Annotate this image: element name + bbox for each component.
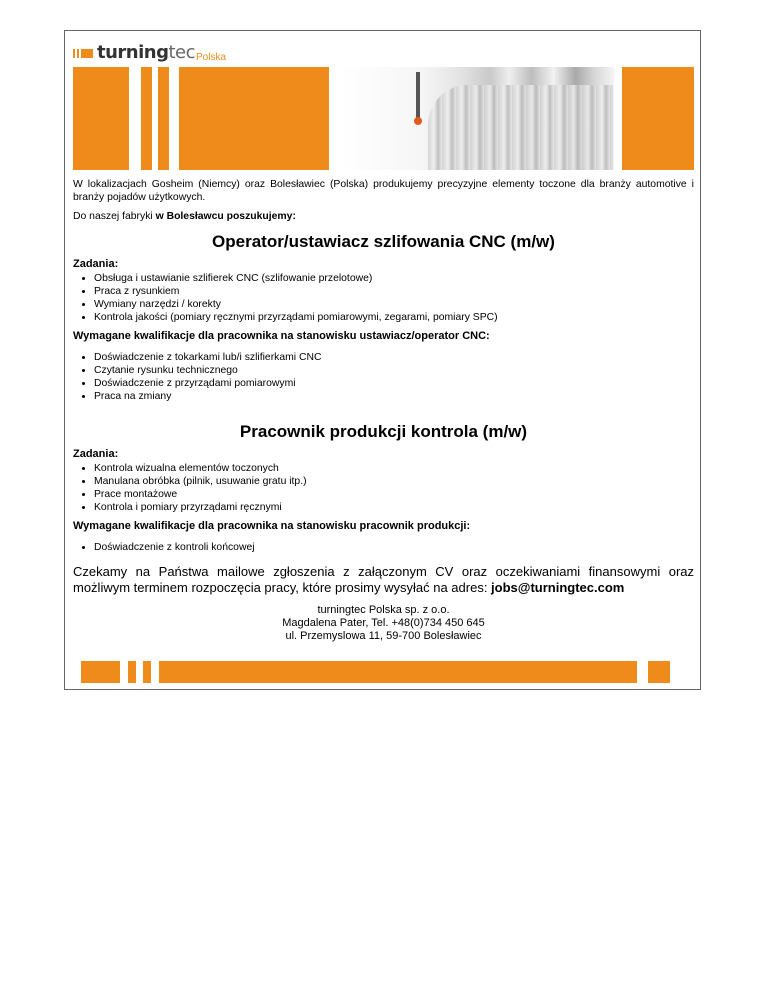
list-item: • Doświadczenie z tokarkami lub/i szlifierkami CNC — [94, 351, 694, 364]
list-item: • Kontrola i pomiary przyrządami ręcznymi — [94, 501, 694, 514]
job1-title: Operator/ustawiacz szlifowania CNC (m/w) — [212, 232, 555, 251]
list-item: • Praca na zmiany — [94, 390, 694, 403]
company-name: turningtec Polska sp. z o.o. — [317, 604, 450, 616]
job1-tasks-list — [73, 272, 694, 324]
intro-search: Do naszej fabryki w Bolesławcu poszukujemy: — [73, 211, 296, 222]
list-item: • Manulana obróbka (pilnik, usuwanie gratu itp.) — [94, 475, 694, 488]
list-item: • Obsługa i ustawianie szlifierek CNC (szlifowanie przelotowe) — [94, 272, 694, 285]
job-ad-frame — [64, 30, 701, 690]
list-item: • Praca z rysunkiem — [94, 285, 694, 298]
intro-text: W lokalizacjach Gosheim (Niemcy) oraz Bolesławiec (Polska) produkujemy precyzyjne elementy toczone dla branży automotive i branży pojadów użytkowych. — [73, 179, 694, 203]
job2-title: Pracownik produkcji kontrola (m/w) — [239, 422, 528, 441]
header-banner — [73, 67, 694, 170]
turned-part-image — [428, 85, 613, 170]
list-item: • Wymiany narzędzi / korekty — [94, 298, 694, 311]
list-item: • Doświadczenie z kontroli końcowej — [94, 541, 694, 554]
turningtec-logo — [73, 41, 226, 63]
logo-polska: Polska — [196, 52, 227, 63]
email-link[interactable]: jobs@turningtec.com — [491, 580, 625, 595]
logo-bars-icon — [73, 49, 93, 58]
company-address — [73, 604, 694, 643]
list-item: • Prace montażowe — [94, 488, 694, 501]
job2-requirements-list — [73, 541, 694, 554]
measuring-probe-image — [416, 72, 420, 120]
job2-requirements-label: Wymagane kwalifikacje dla pracownika na stanowisku pracownik produkcji: — [73, 520, 471, 532]
street-address: ul. Przemyslowa 11, 59-700 Bolesławiec — [285, 630, 482, 642]
list-item: • Doświadczenie z przyrządami pomiarowymi — [94, 377, 694, 390]
closing-text: Czekamy na Państwa mailowe zgłoszenia z załączonym CV oraz oczekiwaniami finansowymi oraz możliwym terminem rozpoczęcia pracy, które prosimy wysyłać na adres: jobs@turningtec.com — [73, 564, 694, 595]
contact-person: Magdalena Pater, Tel. +48(0)734 450 645 — [282, 617, 485, 629]
job2-tasks-list — [73, 462, 694, 514]
logo-wordmark: turningtec — [97, 42, 196, 63]
job1-requirements-list — [73, 351, 694, 403]
footer-banner — [81, 661, 702, 683]
list-item: • Kontrola jakości (pomiary ręcznymi przyrządami pomiarowymi, zegarami, pomiary SPC) — [94, 311, 694, 324]
list-item: • Czytanie rysunku technicznego — [94, 364, 694, 377]
job1-tasks-label: Zadania: — [73, 258, 119, 270]
ad-content — [73, 178, 694, 643]
job2-tasks-label: Zadania: — [73, 448, 119, 460]
list-item: • Kontrola wizualna elementów toczonych — [94, 462, 694, 475]
job1-requirements-label: Wymagane kwalifikacje dla pracownika na stanowisku ustawiacz/operator CNC: — [73, 330, 490, 342]
